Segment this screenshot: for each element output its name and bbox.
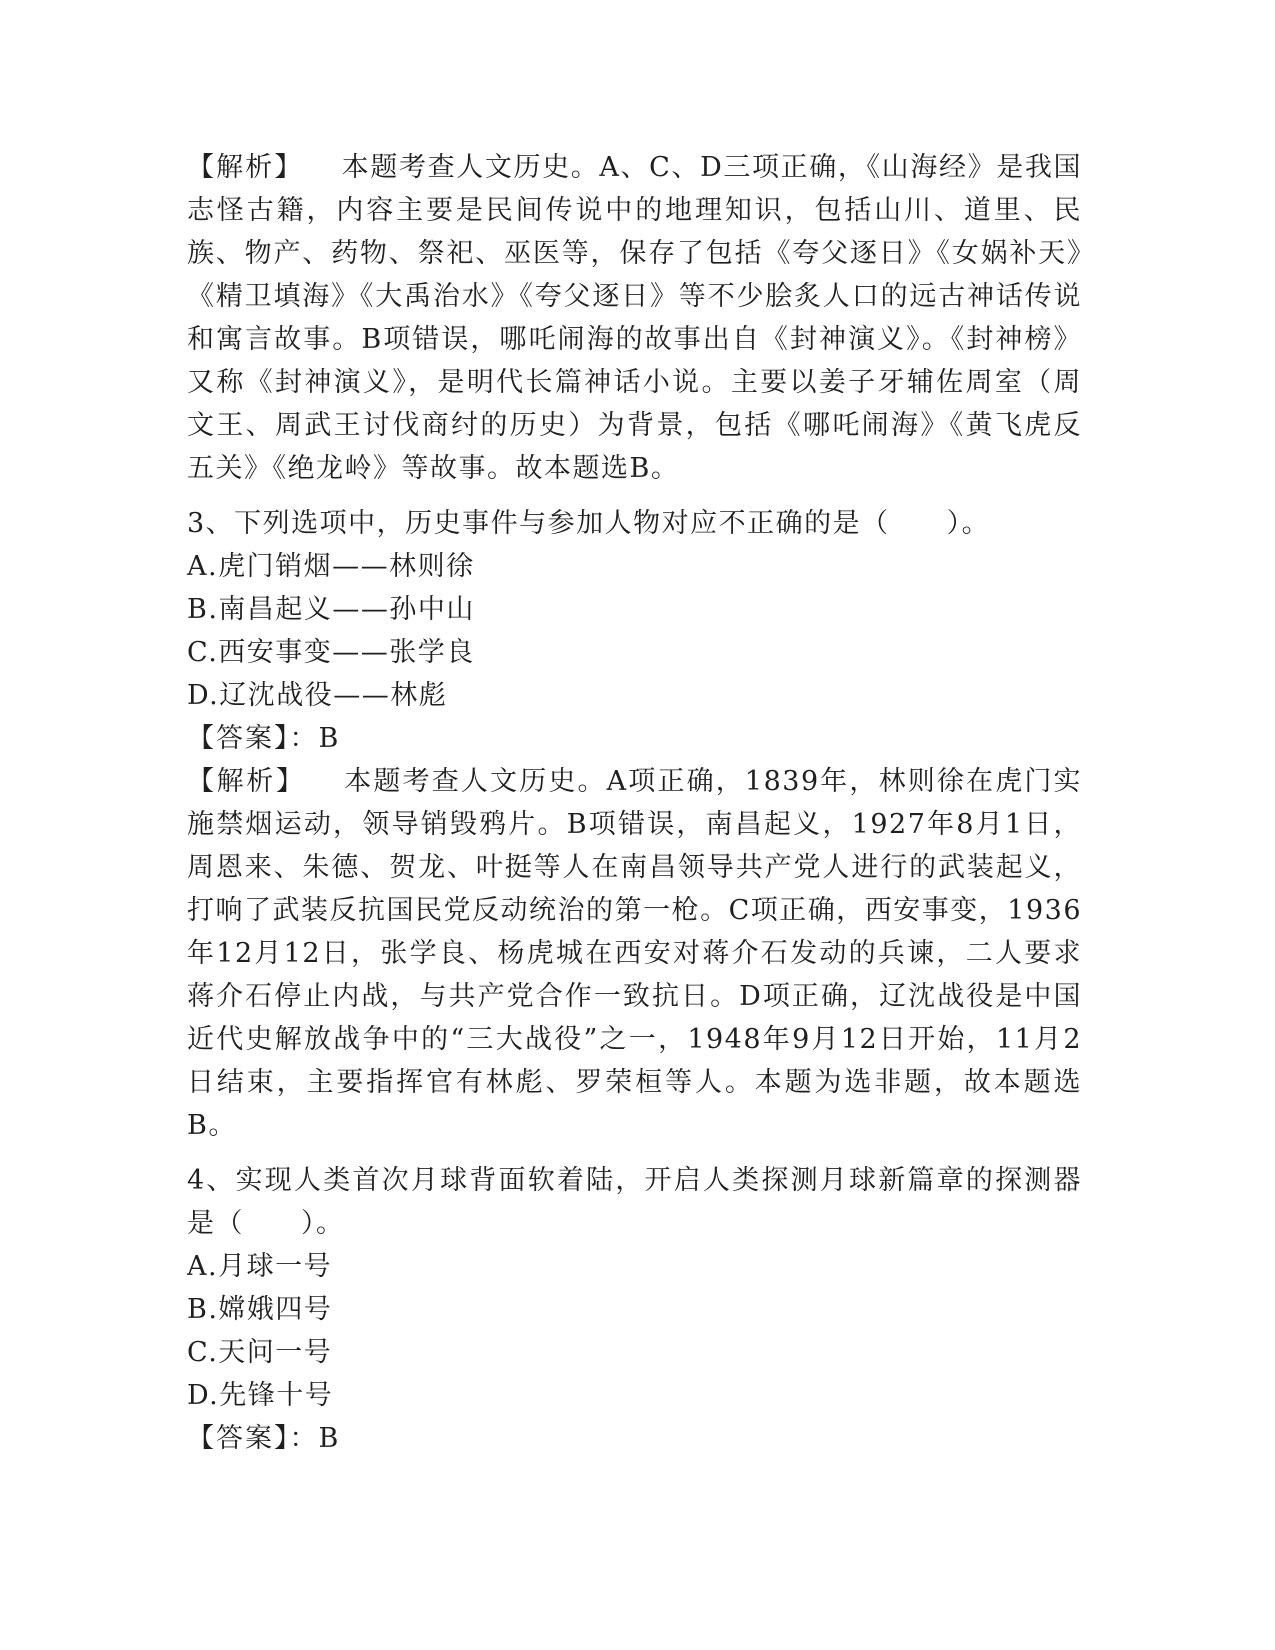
q3-analysis-text: 本题考查人文历史。A项正确，1839年，林则徐在虎门实施禁烟运动，领导销毁鸦片。B项错误，南昌起义，1927年8月1日，周恩来、朱德、贺龙、叶挺等人在南昌领导共产党人进行的武装起义，打响了武装反抗国民党反动统治的第一枪。C项正确，西安事变，1936年12月12日，张学良、杨虎城在西安对蒋介石发动的兵谏，二人要求蒋介石停止内战，与共产党合作一致抗日。D项正确，辽沈战役是中国近代史解放战争中的“三大战役”之一，1948年9月12日开始，11月2日结束，主要指挥官有林彪、罗荣桓等人。本题为选非题，故本题选B。 (187, 766, 1083, 1141)
q4-answer-value: B (318, 1423, 340, 1454)
q3-option-a: A.虎门销烟——林则徐 (187, 551, 475, 582)
q3-answer (187, 717, 1082, 760)
q3-analysis (187, 760, 1082, 1147)
q2-analysis (187, 146, 1082, 490)
q4-question: 4、实现人类首次月球背面软着陆，开启人类探测月球新篇章的探测器是（ ）。 (187, 1165, 1082, 1239)
q3-option-d: D.辽沈战役——林彪 (187, 680, 448, 711)
q4-option-d: D.先锋十号 (187, 1380, 334, 1411)
q3-answer-value: B (318, 723, 340, 754)
q3-analysis-label: 【解析】 (187, 766, 306, 797)
q4-option-c: C.天问一号 (187, 1337, 333, 1368)
q2-analysis-text: 本题考查人文历史。A、C、D三项正确，《山海经》是我国志怪古籍，内容主要是民间传说中的地理知识，包括山川、道里、民族、物产、药物、祭祀、巫医等，保存了包括《夸父逐日》《女娲补天》《精卫填海》《大禹治水》《夸父逐日》等不少脍炙人口的远古神话传说和寓言故事。B项错误，哪吒闹海的故事出自《封神演义》。《封神榜》又称《封神演义》，是明代长篇神话小说。主要以姜子牙辅佐周室（周文王、周武王讨伐商纣的历史）为背景，包括《哪吒闹海》《黄飞虎反五关》《绝龙岭》等故事。故本题选B。 (187, 152, 1082, 484)
q4-answer (187, 1417, 1082, 1460)
document-content (187, 146, 1082, 1460)
q2-analysis-label: 【解析】 (187, 152, 304, 183)
q3-answer-label: 【答案】： (187, 723, 319, 754)
q3-option-b: B.南昌起义——孙中山 (187, 594, 475, 625)
q4-option-a: A.月球一号 (187, 1251, 333, 1282)
q4-answer-label: 【答案】： (187, 1423, 319, 1454)
q3-option-c: C.西安事变——张学良 (187, 637, 475, 668)
q4-option-b: B.嫦娥四号 (187, 1294, 333, 1325)
q3-question: 3、下列选项中，历史事件与参加人物对应不正确的是（ ）。 (187, 508, 991, 539)
